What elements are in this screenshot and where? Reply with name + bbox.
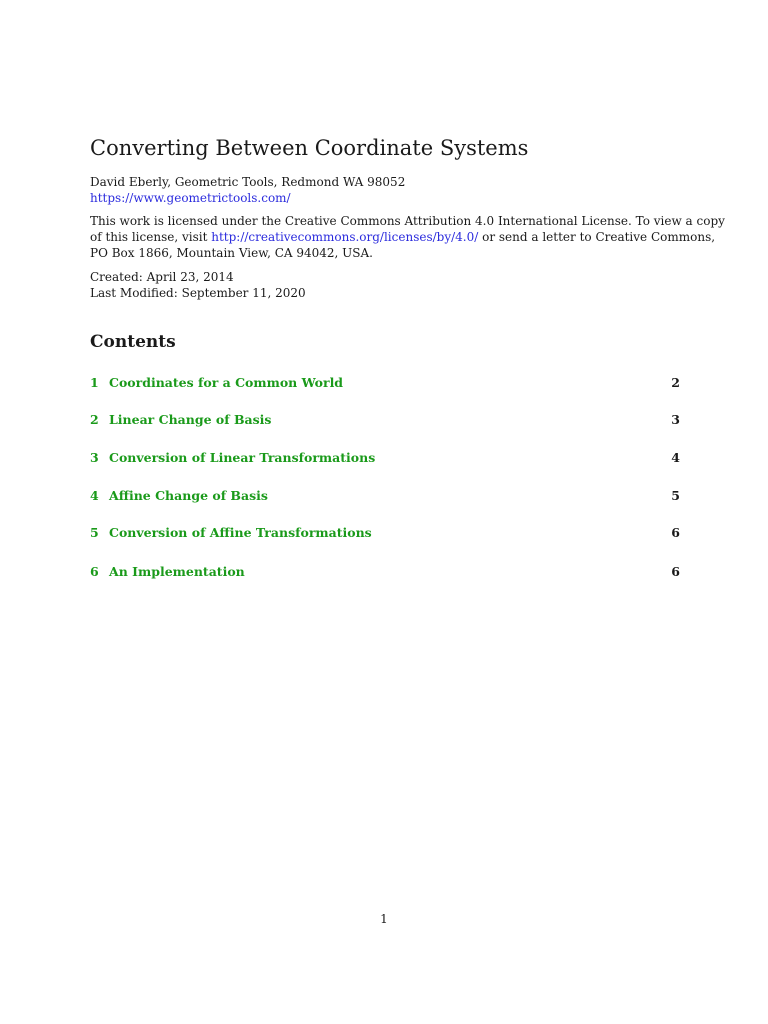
- toc-entry-title[interactable]: Conversion of Affine Transformations: [109, 525, 372, 540]
- toc-entry-title[interactable]: Affine Change of Basis: [109, 488, 268, 503]
- license-line-2: [90, 230, 715, 246]
- toc-entry[interactable]: [90, 412, 680, 430]
- toc-entry[interactable]: [90, 564, 680, 582]
- contents-heading: Contents: [90, 332, 176, 352]
- toc-entry-page: 6: [671, 564, 680, 579]
- license-prefix: of this license, visit: [90, 230, 212, 244]
- toc-entry-number: 1: [90, 375, 99, 390]
- toc-entry-number: 6: [90, 564, 99, 579]
- document-title: Converting Between Coordinate Systems: [90, 136, 529, 160]
- toc-entry[interactable]: [90, 450, 680, 468]
- toc-entry-title[interactable]: Linear Change of Basis: [109, 412, 272, 427]
- toc-entry[interactable]: [90, 488, 680, 506]
- toc-entry-title[interactable]: An Implementation: [109, 564, 245, 579]
- toc-entry-page: 6: [671, 525, 680, 540]
- created-date: Created: April 23, 2014: [90, 270, 234, 284]
- toc-entry-number: 4: [90, 488, 99, 503]
- toc-entry-page: 5: [671, 488, 680, 503]
- license-url-link[interactable]: http://creativecommons.org/licenses/by/4.0/: [211, 230, 479, 244]
- toc-entry[interactable]: [90, 525, 680, 543]
- license-suffix: or send a letter to Creative Commons,: [478, 230, 716, 244]
- toc-entry-number: 5: [90, 525, 99, 540]
- toc-entry-number: 2: [90, 412, 99, 427]
- page-number: 1: [380, 912, 388, 926]
- author-url-line: [90, 191, 291, 207]
- toc-entry-page: 4: [671, 450, 680, 465]
- toc-entry-page: 3: [671, 412, 680, 427]
- toc-entry-title[interactable]: Conversion of Linear Transformations: [109, 450, 376, 465]
- toc-entry-title[interactable]: Coordinates for a Common World: [109, 375, 344, 390]
- modified-date: Last Modified: September 11, 2020: [90, 286, 306, 300]
- author-url-link[interactable]: https://www.geometrictools.com/: [90, 191, 291, 205]
- license-line-3: PO Box 1866, Mountain View, CA 94042, USA.: [90, 246, 373, 260]
- toc-entry[interactable]: [90, 375, 680, 393]
- toc-entry-number: 3: [90, 450, 99, 465]
- license-line-1: This work is licensed under the Creative Commons Attribution 4.0 International License. To view a copy: [90, 214, 725, 228]
- toc-entry-page: 2: [671, 375, 680, 390]
- author-line: David Eberly, Geometric Tools, Redmond WA 98052: [90, 175, 406, 189]
